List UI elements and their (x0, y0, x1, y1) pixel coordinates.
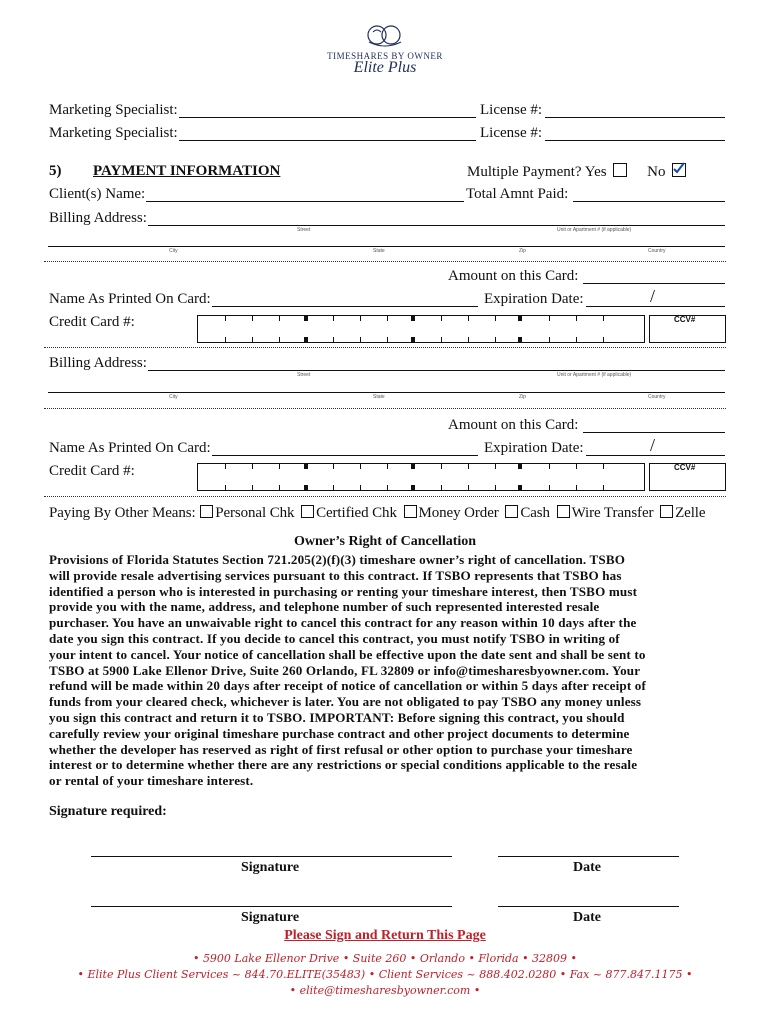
digit-tick (468, 485, 469, 490)
other-means-row (49, 505, 705, 522)
billing-address-label: Billing Address: (49, 210, 147, 226)
digit-tick (549, 485, 550, 490)
license-line-2[interactable] (545, 140, 725, 141)
digit-tick (495, 485, 496, 490)
group-tick (518, 316, 522, 321)
expiration-label: Expiration Date: (484, 291, 584, 307)
group-tick (411, 485, 415, 490)
checkmark-icon (672, 161, 686, 175)
country-caption: Country (648, 394, 666, 400)
option-wire-transfer: Wire Transfer (571, 505, 654, 521)
digit-tick (468, 337, 469, 342)
payment-heading: PAYMENT INFORMATION (93, 163, 281, 179)
footer-address: • 5900 Lake Ellenor Drive • Suite 260 • Orlando • Florida • 32809 • (192, 952, 578, 965)
license-line-1[interactable] (545, 117, 725, 118)
cash-checkbox[interactable] (505, 505, 518, 518)
wire-transfer-checkbox[interactable] (557, 505, 570, 518)
cancellation-line: or rental of your timeshare interest. (49, 773, 254, 789)
license-label-1: License #: (480, 102, 543, 118)
digit-tick (549, 464, 550, 469)
digit-tick (279, 464, 280, 469)
digit-tick (468, 316, 469, 321)
amount-label: Amount on this Card: (448, 417, 579, 433)
divider (44, 261, 726, 262)
name-on-card-line[interactable] (212, 455, 478, 456)
option-zelle: Zelle (675, 505, 706, 521)
digit-tick (576, 337, 577, 342)
digit-tick (495, 316, 496, 321)
cancellation-line: Provisions of Florida Statutes Section 721.205(2)(f)(3) timeshare owner’s right of cancellation. TSBO (49, 552, 626, 567)
digit-tick (252, 316, 253, 321)
divider (44, 347, 726, 348)
date-label-1: Date (573, 860, 601, 875)
billing-address-line[interactable] (148, 225, 725, 226)
digit-tick (441, 337, 442, 342)
ccv-label: CCV# (674, 315, 696, 324)
divider (44, 408, 726, 409)
digit-tick (603, 316, 604, 321)
option-certified-check: Certified Chk (316, 505, 397, 521)
credit-card-input[interactable] (197, 463, 645, 491)
digit-tick (387, 485, 388, 490)
digit-tick (387, 464, 388, 469)
unit-caption: Unit or Apartment # (if applicable) (557, 372, 632, 378)
digit-tick (333, 464, 334, 469)
date-line-2[interactable] (498, 906, 679, 907)
logo-line2: Elite Plus (353, 59, 417, 76)
name-on-card-line[interactable] (212, 306, 478, 307)
option-money-order: Money Order (418, 505, 499, 521)
credit-card-input[interactable] (197, 315, 645, 343)
option-personal-check: Personal Chk (215, 505, 295, 521)
amount-line[interactable] (583, 432, 725, 433)
credit-card-label: Credit Card #: (49, 463, 135, 479)
no-label: No (647, 164, 666, 180)
digit-tick (225, 485, 226, 490)
digit-tick (252, 485, 253, 490)
name-on-card-label: Name As Printed On Card: (49, 291, 211, 307)
digit-tick (387, 316, 388, 321)
cancellation-line: refund will be made within 20 days after receipt of notice of cancellation or within 5 days after receipt of (49, 678, 646, 694)
other-means-label: Paying By Other Means: (49, 505, 196, 521)
divider (44, 496, 726, 497)
specialist-line-1[interactable] (179, 117, 476, 118)
digit-tick (603, 485, 604, 490)
digit-tick (360, 337, 361, 342)
expiration-line[interactable] (586, 306, 725, 307)
credit-card-label: Credit Card #: (49, 314, 135, 330)
date-line-1[interactable] (498, 856, 679, 857)
logo-emblem-icon (355, 22, 415, 50)
group-tick (304, 464, 308, 469)
state-caption: State (373, 394, 385, 400)
date-label-2: Date (573, 910, 601, 925)
cancellation-line: TSBO at 5900 Lake Ellenor Drive, Suite 260 Orlando, FL 32809 or info@timesharesbyowner.com. Your (49, 662, 641, 678)
country-caption: Country (648, 248, 666, 254)
cancellation-line: carefully review your original timeshare purchase contract and other project documents to determine (49, 725, 630, 741)
group-tick (411, 316, 415, 321)
zip-caption: Zip (519, 394, 526, 400)
billing-address-line[interactable] (148, 370, 725, 371)
billing-address-label: Billing Address: (49, 355, 147, 371)
specialist-label-2: Marketing Specialist: (49, 125, 178, 141)
digit-tick (279, 485, 280, 490)
digit-tick (495, 464, 496, 469)
digit-tick (333, 485, 334, 490)
digit-tick (360, 485, 361, 490)
digit-tick (495, 337, 496, 342)
city-caption: City (169, 394, 178, 400)
expiration-label: Expiration Date: (484, 440, 584, 456)
clients-name-label: Client(s) Name: (49, 186, 146, 202)
cancellation-line: interest or to determine whether there are any restrictions or special conditions applicable to the resale (49, 757, 638, 773)
digit-tick (360, 316, 361, 321)
group-tick (518, 464, 522, 469)
certified-check-checkbox[interactable] (301, 505, 314, 518)
expiration-slash: / (650, 286, 656, 306)
unit-caption: Unit or Apartment # (if applicable) (557, 227, 632, 233)
cancellation-line: will provide resale advertising services pursuant to this contract. If TSBO represents that TSBO has (49, 567, 622, 583)
group-tick (304, 485, 308, 490)
specialist-line-2[interactable] (179, 140, 476, 141)
digit-tick (603, 337, 604, 342)
cancellation-title: Owner’s Right of Cancellation (293, 534, 477, 549)
please-sign-notice: Please Sign and Return This Page (284, 928, 486, 943)
city-caption: City (169, 248, 178, 254)
signature-label-1: Signature (241, 860, 300, 875)
logo (300, 22, 470, 92)
total-paid-label: Total Amnt Paid: (466, 186, 569, 202)
group-tick (518, 485, 522, 490)
specialist-label-1: Marketing Specialist: (49, 102, 178, 118)
cancellation-text (49, 552, 721, 789)
cancellation-line: purchaser. You have an unwaivable right to cancel this contract for any reason within 10 days after the (49, 615, 637, 631)
digit-tick (252, 464, 253, 469)
digit-tick (279, 337, 280, 342)
group-tick (304, 337, 308, 342)
multiple-payment (467, 163, 688, 181)
digit-tick (279, 316, 280, 321)
group-tick (304, 316, 308, 321)
signature-line-1[interactable] (91, 856, 452, 857)
digit-tick (468, 464, 469, 469)
logo-line1: TIMESHARES BY OWNER (327, 51, 443, 61)
digit-tick (333, 337, 334, 342)
expiration-slash: / (650, 435, 656, 455)
amount-line[interactable] (583, 283, 725, 284)
digit-tick (549, 337, 550, 342)
cancellation-line: identified a person who is interested in purchasing or renting your timeshare interest, then TSBO must (49, 583, 638, 599)
signature-line-2[interactable] (91, 906, 452, 907)
amount-label: Amount on this Card: (448, 268, 579, 284)
no-checkbox[interactable] (672, 163, 686, 177)
total-paid-line[interactable] (573, 201, 725, 202)
footer-contacts: • Elite Plus Client Services ~ 844.70.ELITE(35483) • Client Services ~ 888.402.0280 • Fax ~ 877.847.1175 • (77, 968, 693, 981)
signature-required-label: Signature required: (49, 804, 167, 819)
digit-tick (387, 337, 388, 342)
zelle-checkbox[interactable] (660, 505, 673, 518)
yes-checkbox[interactable] (613, 163, 627, 177)
city-state-line[interactable] (48, 246, 725, 247)
digit-tick (603, 464, 604, 469)
digit-tick (441, 316, 442, 321)
cancellation-line: date you sign this contract. If you decide to cancel this contract, you must notify TSBO in writing of (49, 630, 620, 646)
cancellation-line: provide you with the name, address, and telephone number of such represented interested resale (49, 599, 600, 615)
digit-tick (225, 464, 226, 469)
digit-tick (441, 464, 442, 469)
multiple-payment-label: Multiple Payment? (467, 164, 582, 180)
signature-label-2: Signature (241, 910, 300, 925)
city-state-line[interactable] (48, 392, 725, 393)
digit-tick (360, 464, 361, 469)
zip-caption: Zip (519, 248, 526, 254)
group-tick (411, 464, 415, 469)
money-order-checkbox[interactable] (404, 505, 417, 518)
cancellation-line: whether the developer has reserved as right of first refusal or other option to purchase your timeshare (49, 741, 633, 757)
license-label-2: License #: (480, 125, 543, 141)
digit-tick (576, 316, 577, 321)
footer-email: • elite@timesharesbyowner.com • (289, 984, 481, 997)
name-on-card-label: Name As Printed On Card: (49, 440, 211, 456)
digit-tick (549, 316, 550, 321)
digit-tick (441, 485, 442, 490)
yes-label: Yes (584, 164, 607, 180)
cancellation-line: you sign this contract and return it to TSBO. IMPORTANT: Before signing this contract, you should (49, 709, 625, 725)
option-cash: Cash (520, 505, 550, 521)
street-caption: Street (297, 227, 311, 233)
digit-tick (225, 316, 226, 321)
group-tick (518, 337, 522, 342)
ccv-label: CCV# (674, 463, 696, 472)
digit-tick (576, 464, 577, 469)
cancellation-line: funds from your cleared check, whichever is later. You are not obligated to pay TSBO any money unless (49, 694, 642, 710)
group-tick (411, 337, 415, 342)
state-caption: State (373, 248, 385, 254)
digit-tick (225, 337, 226, 342)
expiration-line[interactable] (586, 455, 725, 456)
cancellation-line: your intent to cancel. Your notice of cancellation shall be effective upon the date sent and shall be sent to (49, 646, 646, 662)
digit-tick (252, 337, 253, 342)
digit-tick (576, 485, 577, 490)
clients-name-line[interactable] (146, 201, 464, 202)
section-number: 5) (49, 163, 62, 179)
digit-tick (333, 316, 334, 321)
street-caption: Street (297, 372, 311, 378)
personal-check-checkbox[interactable] (200, 505, 213, 518)
